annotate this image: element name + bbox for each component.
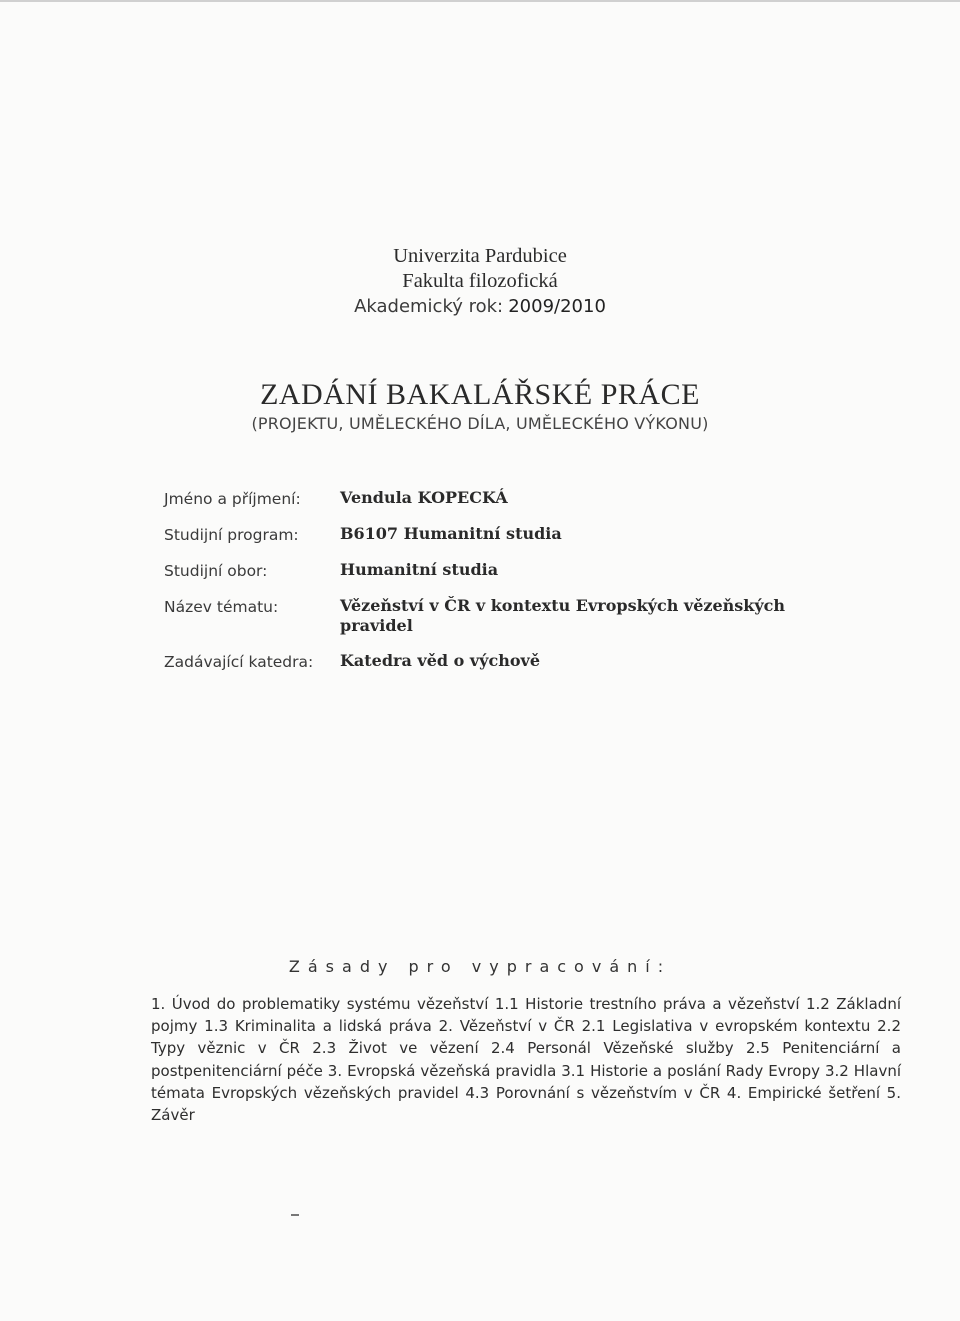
info-row-program [164, 524, 864, 545]
academic-year-value: 2009/2010 [508, 296, 606, 317]
academic-year [0, 294, 960, 319]
topic-value: Vězeňství v ČR v kontextu Evropských vězeňských pravidel [340, 596, 786, 635]
field-label: Studijní obor: [164, 562, 268, 580]
document-header [0, 244, 960, 319]
document-title: ZADÁNÍ BAKALÁŘSKÉ PRÁCE [260, 378, 700, 411]
program-label: Studijní program: [164, 526, 299, 544]
department-label: Zadávající katedra: [164, 653, 314, 671]
name-label: Jméno a příjmení: [164, 490, 301, 508]
university-name: Univerzita Pardubice [393, 245, 567, 267]
principles-body: 1. Úvod do problematiky systému vězeňství 1.1 Historie trestního práva a vězeňství 1.2 Základní pojmy 1.3 Kriminalita a lidská práva 2. Vězeňství v ČR 2.1 Legislativa v evropském kontextu 2.2 Typy věznic v ČR 2.3 Život ve vězení 2.4 Personál Vězeňské služby 2.5 Penitenciární a postpenitenciární péče 3. Evropská vězeňská pravidla 3.1 Historie a poslání Rady Evropy 3.2 Hlavní témata Evropských vězeňských pravidel 4.3 Porovnání s vězeňstvím v ČR 4. Empirické šetření 5. Závěr [151, 995, 901, 1125]
scan-top-edge [0, 0, 960, 2]
info-row-department [164, 651, 864, 672]
program-value: B6107 Humanitní studia [340, 524, 562, 543]
academic-year-label: Akademický rok: [354, 296, 504, 317]
department-value: Katedra věd o výchově [340, 651, 540, 670]
student-info [164, 488, 864, 687]
info-row-field [164, 560, 864, 581]
scan-dash-mark [291, 1214, 299, 1216]
document-subtitle: (PROJEKTU, UMĚLECKÉHO DÍLA, UMĚLECKÉHO VÝKONU) [251, 414, 709, 433]
principles-heading: Zásady pro vypracování: [288, 957, 672, 976]
name-value: Vendula KOPECKÁ [340, 488, 508, 507]
info-row-topic [164, 596, 864, 636]
topic-label: Název tématu: [164, 598, 279, 616]
info-row-name [164, 488, 864, 509]
faculty-name: Fakulta filozofická [402, 270, 558, 292]
field-value: Humanitní studia [340, 560, 499, 579]
